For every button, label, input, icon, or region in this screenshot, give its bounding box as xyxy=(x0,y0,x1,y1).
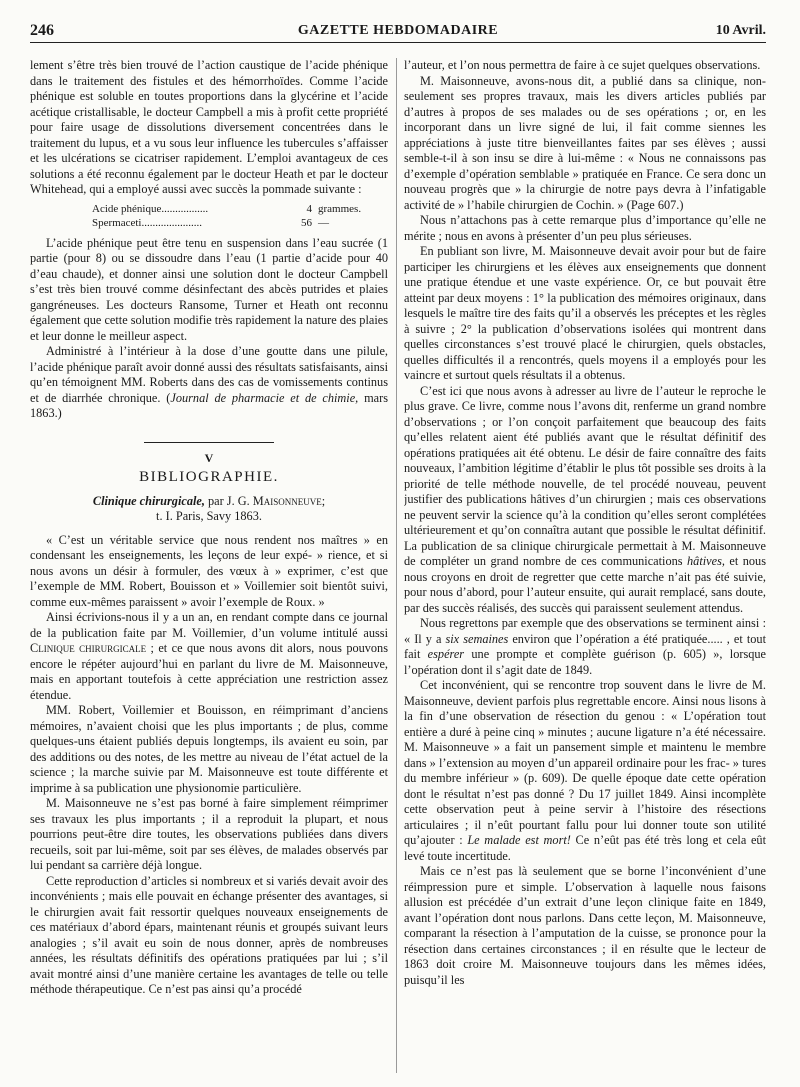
recipe-row xyxy=(92,216,388,230)
paragraph-text: Ce n’eût pas été très long et cela eût levé toute incertitude. xyxy=(404,833,766,863)
paragraph-text: Nous regrettons par exemple que des observations se terminent ainsi : « Il y a xyxy=(404,616,766,646)
right-column xyxy=(404,58,766,1073)
book-details: t. I. Paris, Savy 1863. xyxy=(156,509,262,523)
emphasis: Le malade est mort! xyxy=(467,833,571,847)
paragraph-text: C’est ici que nous avons à adresser au livre de l’auteur le reproche le plus grave. Ce livre, comme nous l’avons dit, renferme un grand nombre d’observations ; or l’on conçoit parfaitement que beaucoup des faits qu’elles relatent aient été publiés avant que le résultat définitif des opérations pratiquées ait été obtenu. Le désir de faire connaître des faits nouveaux, l’ambition légitime d’établir le plus tôt possible ses droits à la priorité de telle méthode nouvelle, de tel procédé nouveau, peuvent justifier des publications hâtives d’un chirurgien ; mais ces observations ne peuvent servir la science qu’à la condition qu’elles seront complétées ultérieurement et qu’on connaîtra autant que possible le résultat définitif. La publication de sa clinique chirurgicale permettait à M. Maisonneuve de compléter un grand nombre de ces communications xyxy=(404,383,766,568)
paragraph: MM. Robert, Voillemier et Bouisson, en réimprimant d’anciens mémoires, n’avaient choisi que les plus importants ; de plus, comme quelques-uns étaient publiés depuis longtemps, ils avaient eu soin, par des additions ou des notes, de les mettre au niveau de l’état actuel de la science ; la marche suivie par M. Maisonneuve est toute différente et imprime à sa publication une physionomie particulière. xyxy=(30,703,388,795)
recipe-unit: — xyxy=(318,216,329,229)
paragraph-text: et nous nous croyons en droit de regretter que cette marche n’ait pas été suivie, pour nous d’abord, pour l’auteur ensuite, qui aurait remplacé, sans doute, par des succès réalisés, des succès qui paraissent seulement attendus. xyxy=(404,554,766,615)
paragraph-text: ; et ce que nous avons dit alors, nous pouvons encore le répéter aujourd’hui en parlant du livre de M. Maisonneuve, mais en apportant toutefois à cette appréciation une restriction assez étendue. xyxy=(30,641,388,702)
paragraph: M. Maisonneuve ne s’est pas borné à faire simplement réimprimer ses travaux les plus importants ; il a reproduit la plupart, et nous pourrions peut-être dire toutes, les observations publiées dans divers recueils, soit par lui-même, soit par ses élèves, de malades observés par lui pendant sa carrière déjà longue. xyxy=(30,796,388,872)
paragraph xyxy=(404,384,766,617)
bibliography-reference xyxy=(30,494,388,510)
emphasis: six semaines xyxy=(445,631,509,646)
quoted-paragraph: « C’est un véritable service que nous rendent nos maîtres » en condensant les enseignements, les leçons de leur expé- » rience, et si nous avons un désir à formuler, des vœux à » exprimer, c’est que l’exemple de MM. Robert, Bouisson et » Voillemier soit bientôt suivi, comme eux-mêmes paraissent » avoir l’exemple de Roux. » xyxy=(30,532,388,609)
paragraph-text: Cet inconvénient, qui se rencontre trop souvent dans le livre de M. Maisonneuve, devient parfois plus regrettable encore. Ainsi nous lisons à la fin d’une observation de résection du genou : « L’opération tout entière a duré à peine cinq » minutes ; aucune ligature n’a été nécessaire. M. Maisonneuve » a fait un pansement simple et maintenu le membre dans » l’extension au moyen d’un appareil ordinaire pour les frac- » tures du membre inférieur » (p. 609). De quelle époque date cette opération dont le résultat n’est pas donné ? Du 17 juillet 1849. Ainsi incomplète cette observation peut à peine servir à l’histoire des résections articulaires ; il n’eût pourtant fallu pour lui donner toute son utilité qu’ajouter : xyxy=(404,678,766,847)
paragraph: M. Maisonneuve, avons-nous dit, a publié dans sa clinique, non-seulement ses propres travaux, mais les divers articles publiés par d’autres à propos de ses malades ou de ses opérations ; or, en les incorporant dans un livre signé de lui, il fait comme siennes les appréciations à juste titre bienveillantes faites par ses élèves ; aussi semble-t-il à son insu se dire à lui-même : « Nous ne connaissons pas d’exemple d’opération semblable » pratiquée en France. Ce sera donc un nouveau progrès que » la chirurgie de notre pays devra à l’infatigable activité de » l’habile chirurgien de Cochin. » (Page 607.) xyxy=(404,73,766,212)
recipe-row xyxy=(92,202,388,216)
book-title: Clinique chirurgicale, xyxy=(92,493,205,508)
left-column xyxy=(30,58,388,1073)
paragraph xyxy=(30,610,388,703)
citation-date: mars 1863.) xyxy=(30,390,388,420)
section-title: BIBLIOGRAPHIE. xyxy=(139,469,279,485)
page-number: 246 xyxy=(30,22,54,39)
paragraph: Cette reproduction d’articles si nombreux et si variés devait avoir des inconvénients ; mais elle pouvait en échange présenter des avantages, si le chirurgien avait fait ressortir quelques nouveaux enseignements de ces matériaux d’abord épars, maintenant réunis et groupés suivant leurs analogies ; s’il avait eu soin de nous donner, après de nombreuses années, les résultats définitifs des opérations pratiquées par lui ; s’il avait montré ainsi d’une manière certaine les avantages de telle ou telle méthode thérapeutique. Ce n’est pas ainsi qu’a procédé xyxy=(30,873,388,996)
paragraph xyxy=(404,678,766,864)
paragraph xyxy=(30,344,388,422)
recipe-ingredient: Acide phénique................. xyxy=(92,202,209,215)
paragraph: Mais ce n’est pas là seulement que se borne l’inconvénient d’une réimpression pure et simple. L’observation à laquelle nous faisons allusion est précédée d’un extrait d’une leçon clinique faite en 1849, avant l’opération dont nous parlons. Dans cette leçon, M. Maisonneuve, comparant la résection à l’amputation de la cuisse, se prononce pour la résection dans certaines circonstances ; il en résulte que le lecteur de 1863 doit croire M. Maisonneuve toujours dans les mêmes idées, puisqu’il les xyxy=(404,864,766,987)
paragraph-text: une prompte et complète guérison (p. 605) », lorsque l’opération dont il s’agit date de 1849. xyxy=(404,647,766,677)
paragraph-text: environ que l’opération a été pratiquée..... , et tout fait xyxy=(404,631,766,661)
emphasis: espérer xyxy=(427,647,465,661)
section-number: V xyxy=(204,450,214,465)
paragraph: Nous n’attachons pas à cette remarque plus d’importance qu’elle ne mérite ; nous en avons à présenter d’un peu plus sérieuses. xyxy=(404,213,766,243)
recipe-quantity: 4 xyxy=(306,202,312,215)
paragraph: l’auteur, et l’on nous permettra de faire à ce sujet quelques observations. xyxy=(404,58,761,72)
issue-date: 10 Avril. xyxy=(715,23,766,38)
paragraph: En publiant son livre, M. Maisonneuve devait avoir pour but de faire participer les chirurgiens et les élèves aux enseignements que donnent une pratique étendue et une vaste expérience. Or, ce but pouvait être atteint par deux moyens : 1° la publication des mémoires originaux, dans lesquels le maître tire des faits qu’il a observés les préceptes et les règles à suivre ; 2° la publication d’observations isolées qui montrent dans quelles circonstances s’est trouvé placé le chirurgien, quels obstacles, quelles difficultés il a rencontrés, quels moyens il a employés pour les vaincre et surtout quels résultats il a obtenus. xyxy=(404,244,766,382)
paragraph-text: Ainsi écrivions-nous il y a un an, en rendant compte dans ce journal de la publication faite par M. Voillemier, d’un volume intitulé aussi xyxy=(30,610,388,640)
recipe-table xyxy=(92,202,388,230)
page-header xyxy=(30,18,766,43)
paragraph xyxy=(404,616,766,678)
recipe-ingredient: Spermaceti...................... xyxy=(92,216,202,229)
book-author: Maisonneuve xyxy=(252,493,322,508)
recipe-unit: grammes. xyxy=(318,202,362,215)
paragraph-text: Administré à l’intérieur à la dose d’une goutte dans une pilule, l’acide phénique paraît avoir donné aussi des résultats satisfaisants, ainsi qu’en témoignent MM. Roberts dans des cas de vomissements continus et de diarrhée chronique. ( xyxy=(30,344,388,405)
recipe-quantity: 56 xyxy=(301,216,312,229)
journal-citation: Journal de pharmacie et de chimie, xyxy=(170,390,359,405)
section-rule xyxy=(144,442,274,443)
publication-title: GAZETTE HEBDOMADAIRE xyxy=(297,23,499,38)
book-title-ref: Clinique chirurgicale xyxy=(30,641,147,655)
paragraph: lement s’être très bien trouvé de l’action caustique de l’acide phénique dans le traitement des fistules et des hémorrhoïdes. Comme l’acide phénique est soluble en toutes proportions dans la glycérine et l’acide acétique cristallisable, le docteur Campbell a mis à profit cette propriété pour faire usage de dissolutions diversement concentrées dans le traitement du lupus, et a vu sous leur influence les tubercules s’affaisser et les ulcérations se cicatriser rapidement. L’emploi avantageux de ces solutions a été reconnu également par le docteur Heath et par le docteur Whitehead, qui a employé aussi avec succès la pommade suivante : xyxy=(30,58,388,196)
author-suffix: ; xyxy=(321,493,326,508)
author-prefix: par J. G. xyxy=(204,493,253,508)
column-divider xyxy=(396,58,397,1073)
emphasis: hâtives, xyxy=(687,554,725,568)
paragraph: L’acide phénique peut être tenu en suspension dans l’eau sucrée (1 partie (pour 8) ou se dissoudre dans l’eau (1 partie d’acide pour 40 d’eau chaude), et donner ainsi une solution dont le docteur Campbell s’est très bien trouvé comme désinfectant des abcès putrides et plaies gangréneuses. Les docteurs Ransome, Turner et Heath ont reconnu également que cette solution modifie très rapidement la nature des plaies et leur donne le meilleur aspect. xyxy=(30,235,388,343)
